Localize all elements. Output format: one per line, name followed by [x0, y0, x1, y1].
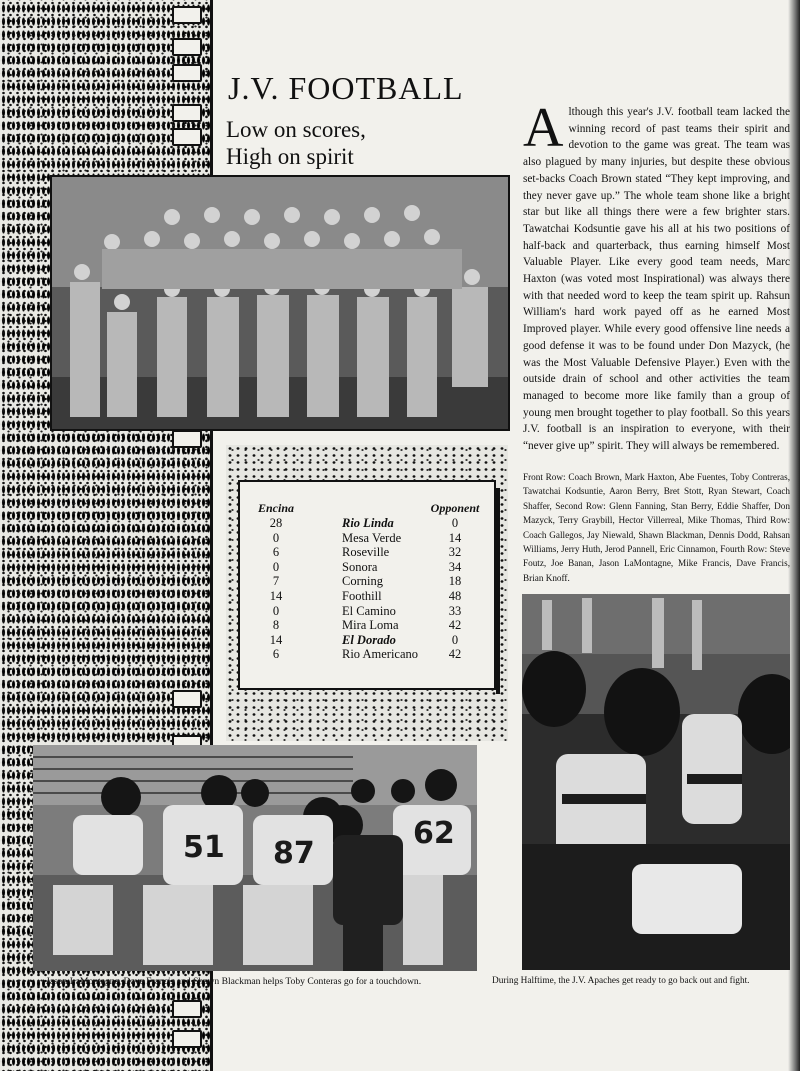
- film-sprocket: [172, 1000, 202, 1018]
- opponent-score: 33: [448, 603, 462, 618]
- score-row: [256, 618, 480, 633]
- article-body: [523, 97, 790, 455]
- encina-score: 14: [269, 588, 283, 603]
- film-sprocket: [172, 104, 202, 122]
- opponent-team: Mira Loma: [342, 618, 399, 633]
- opponent-team: Corning: [342, 574, 383, 589]
- score-row: [256, 647, 480, 662]
- opponent-score: 18: [448, 574, 462, 589]
- encina-score: 0: [272, 530, 280, 545]
- score-row: [256, 516, 480, 531]
- score-row: [256, 560, 480, 575]
- action-photo-art: [33, 745, 477, 971]
- opponent-score: 14: [448, 530, 462, 545]
- opponent-team: Foothill: [342, 588, 382, 603]
- opponent-score: 42: [448, 647, 462, 662]
- film-sprocket: [172, 64, 202, 82]
- encina-header: Encina: [257, 500, 294, 515]
- encina-score: 0: [272, 559, 280, 574]
- score-row: [256, 545, 480, 560]
- opponent-header: Opponent: [430, 500, 480, 515]
- jersey-number: 51: [183, 830, 225, 865]
- opponent-score: 34: [448, 559, 462, 574]
- score-row: [256, 531, 480, 546]
- film-sprocket: [172, 128, 202, 146]
- film-sprocket: [172, 690, 202, 708]
- scoreboard-shadow: [496, 488, 500, 694]
- encina-score: 0: [272, 603, 280, 618]
- drop-cap: A: [523, 97, 564, 159]
- halftime-photo-caption: During Halftime, the J.V. Apaches get ready to go back out and fight.: [492, 976, 750, 986]
- score-row: [256, 604, 480, 619]
- halftime-photo-art: [522, 594, 790, 970]
- opponent-team: El Camino: [342, 603, 396, 618]
- subhead-line-2: High on spirit: [226, 144, 354, 169]
- scoreboard: [238, 480, 496, 690]
- roster-caption: Front Row: Coach Brown, Mark Haxton, Abe Fuentes, Toby Contreras, Tawatchai Kodsuntie, Aaron Berry, Bret Stott, Ryan Stewart, Coach Shaffer, Second Row: Glenn Fanning, Stan Berry, Eddie Shaffer, Don Mazyck, Terry Graybill, Hector Villerreal, Mike Thomas, Third Row: Coach Gallegos, Jay Niewald, Shawn Blackman, Dennis Dodd, Rahsan Williams, Jerry Huth, Jerod Pannell, Eric Cinnamon, Fourth Row: Steve Foutz, Joe Banan, Jason LaMontagne, Mike Francis, Dave Francis, Brian Knoff.: [523, 472, 790, 583]
- opponent-score: 0: [451, 632, 459, 647]
- encina-score: 14: [269, 632, 283, 647]
- opponent-score: 48: [448, 588, 462, 603]
- film-sprocket: [172, 38, 202, 56]
- score-header-row: [256, 500, 480, 516]
- opponent-team: Roseville: [342, 545, 390, 560]
- team-photo: [50, 175, 510, 431]
- encina-score: 8: [272, 618, 280, 633]
- subhead: [226, 116, 366, 170]
- opponent-score: 0: [451, 516, 459, 530]
- score-row: [256, 633, 480, 648]
- opponent-team: El Dorado: [342, 632, 396, 647]
- action-photo-caption: Jason LaMontagne, Dave Francis and Shawn Blackman helps Toby Conteras go for a touchdown.: [46, 976, 422, 987]
- jersey-number: 87: [273, 836, 315, 871]
- encina-score: 28: [269, 516, 283, 530]
- opponent-team: Sonora: [342, 559, 378, 574]
- opponent-team: Rio Linda: [342, 516, 394, 530]
- halftime-photo: [522, 594, 790, 970]
- jersey-number: 62: [413, 816, 455, 851]
- opponent-team: Mesa Verde: [342, 530, 402, 545]
- opponent-score: 42: [448, 618, 462, 633]
- film-sprocket: [172, 430, 202, 448]
- encina-score: 6: [272, 545, 280, 560]
- encina-score: 7: [272, 574, 280, 589]
- action-photo: [33, 745, 477, 971]
- score-table: [256, 500, 480, 662]
- film-sprocket: [172, 6, 202, 24]
- team-header: [296, 500, 430, 516]
- encina-score: 6: [272, 647, 280, 662]
- page-title: J.V. FOOTBALL: [228, 70, 464, 106]
- score-row: [256, 589, 480, 604]
- score-row: [256, 574, 480, 589]
- team-photo-art: [52, 177, 508, 429]
- opponent-score: 32: [448, 545, 462, 560]
- subhead-line-1: Low on scores,: [226, 117, 366, 142]
- opponent-team: Rio Americano: [342, 647, 419, 662]
- article-text: lthough this year's J.V. football team lacked the winning record of past teams their spirit and devotion to the game was great. The team was also plagued by many injuries, but despite these obvious set-backs Coach Brown stated “They kept improving, and they never gave up.” The whole team shone like a bright star but like all things there were a few brighter stars. Tawatchai Kodsuntie gave his all at his two positions of half-back and quarterback, thus earning himself Most Valuable Player. Like every good team needs, Marc Haxton (was voted most Inspirational) was always there with that needed word to keep the team spirit up. Rahsun William's hard work payed off as he earned Most Improved player. While every good offensive line needs a good defense it was to be found under Don Mazyck, (he was the Most Valuable Defensive Player.) Even with the outside drain of school and other activities the team managed to become more like family than a group of young men brought together to play football. So this years J.V. football is an inspiration to everyone, with their “never give up” spirit. They will always be remembered.: [523, 106, 790, 453]
- film-sprocket: [172, 1030, 202, 1048]
